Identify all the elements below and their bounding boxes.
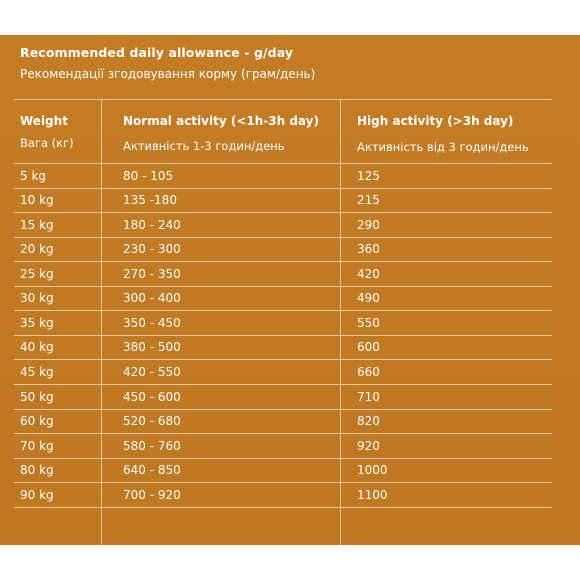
row-separator [14, 458, 552, 459]
high-activity-cell: 215 [357, 193, 380, 208]
normal-activity-cell: 420 - 550 [123, 364, 181, 379]
normal-activity-cell: 450 - 600 [123, 389, 181, 404]
high-activity-cell: 600 [357, 340, 380, 355]
high-activity-cell: 125 [357, 168, 380, 183]
normal-activity-cell: 700 - 920 [123, 487, 181, 502]
weight-cell: 30 kg [20, 291, 54, 306]
weight-cell: 20 kg [20, 242, 54, 257]
row-separator [14, 212, 552, 213]
weight-cell: 35 kg [20, 315, 54, 330]
weight-cell: 25 kg [20, 266, 54, 281]
normal-activity-cell: 135 -180 [123, 193, 177, 208]
high-activity-cell: 290 [357, 217, 380, 232]
normal-activity-cell: 270 - 350 [123, 266, 181, 281]
row-separator [14, 237, 552, 238]
high-activity-cell: 550 [357, 315, 380, 330]
weight-cell: 15 kg [20, 217, 54, 232]
high-activity-cell: 660 [357, 364, 380, 379]
row-separator [14, 286, 552, 287]
row-separator [14, 359, 552, 360]
row-separator [14, 188, 552, 189]
row-separator [14, 310, 552, 311]
normal-activity-subheader: Активність 1-3 годин/день [123, 139, 285, 153]
weight-cell: 40 kg [20, 340, 54, 355]
weight-cell: 45 kg [20, 364, 54, 379]
normal-activity-cell: 350 - 450 [123, 315, 181, 330]
high-activity-cell: 420 [357, 266, 380, 281]
high-activity-cell: 360 [357, 242, 380, 257]
weight-cell: 10 kg [20, 193, 54, 208]
row-separator [14, 335, 552, 336]
normal-activity-cell: 180 - 240 [123, 217, 181, 232]
high-activity-cell: 820 [357, 414, 380, 428]
normal-activity-cell: 230 - 300 [123, 242, 181, 257]
weight-cell: 70 kg [20, 438, 54, 453]
normal-activity-cell: 80 - 105 [123, 168, 174, 183]
row-separator [14, 261, 552, 262]
high-activity-cell: 1000 [357, 463, 388, 478]
high-activity-cell: 920 [357, 438, 380, 453]
high-activity-cell: 710 [357, 389, 380, 404]
normal-activity-cell: 580 - 760 [123, 438, 181, 453]
feeding-table-panel [0, 35, 580, 545]
high-activity-header: High activity (>3h day) [357, 114, 514, 128]
row-separator [14, 163, 552, 164]
table-bottom-rule [14, 507, 552, 508]
row-separator [14, 433, 552, 434]
weight-cell: 80 kg [20, 463, 54, 478]
table-subtitle: Рекомендації згодовування корму (грам/день) [20, 67, 316, 81]
high-activity-cell: 490 [357, 291, 380, 306]
row-separator [14, 482, 552, 483]
high-activity-subheader: Активність від 3 годин/день [357, 140, 529, 154]
table-title: Recommended daily allowance - g/day [20, 45, 294, 60]
weight-cell: 90 kg [20, 487, 54, 502]
normal-activity-cell: 640 - 850 [123, 463, 181, 478]
row-separator [14, 409, 552, 410]
weight-column-subheader: Вага (кг) [20, 136, 74, 150]
high-activity-cell: 1100 [357, 487, 388, 502]
normal-activity-cell: 520 - 680 [123, 414, 181, 428]
row-separator [14, 384, 552, 385]
normal-activity-cell: 380 - 500 [123, 340, 181, 355]
normal-activity-header: Normal activity (<1h-3h day) [123, 114, 319, 128]
weight-cell: 50 kg [20, 389, 54, 404]
header-top-rule [14, 99, 552, 100]
weight-cell: 60 kg [20, 414, 54, 428]
normal-activity-cell: 300 - 400 [123, 291, 181, 306]
weight-column-header: Weight [20, 114, 68, 128]
weight-cell: 5 kg [20, 168, 47, 183]
